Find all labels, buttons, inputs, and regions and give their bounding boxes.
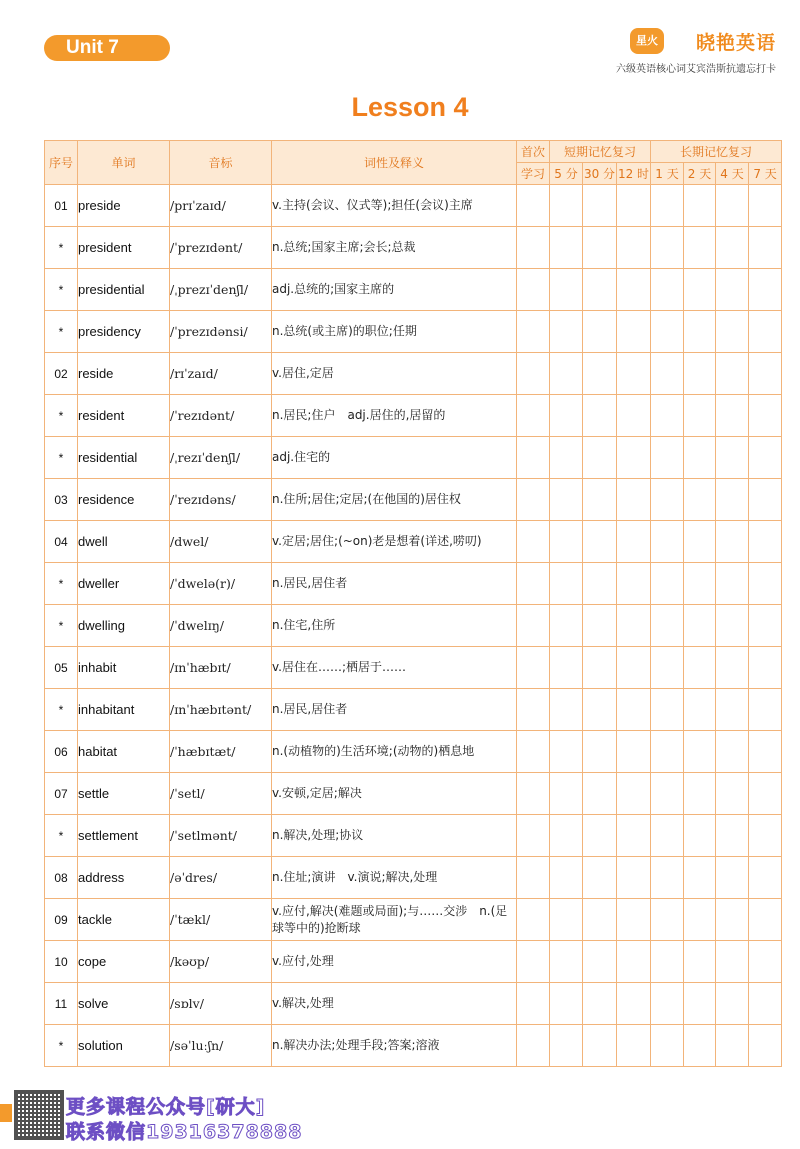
review-checkbox-cell[interactable] bbox=[684, 983, 716, 1025]
row-phonetic: /ˌprezɪˈdenʃl/ bbox=[170, 269, 272, 311]
review-checkbox-cell[interactable] bbox=[517, 899, 550, 941]
review-checkbox-cell[interactable] bbox=[517, 521, 550, 563]
table-row bbox=[45, 857, 782, 899]
review-checkbox-cell[interactable] bbox=[684, 353, 716, 395]
review-checkbox-cell[interactable] bbox=[550, 395, 583, 437]
row-word: inhabitant bbox=[78, 689, 170, 731]
row-word: tackle bbox=[78, 899, 170, 941]
review-checkbox-cell[interactable] bbox=[517, 983, 550, 1025]
row-number: 05 bbox=[45, 647, 78, 689]
table-row bbox=[45, 521, 782, 563]
review-checkbox-cell[interactable] bbox=[517, 731, 550, 773]
review-checkbox-cell[interactable] bbox=[716, 269, 749, 311]
review-checkbox-cell[interactable] bbox=[684, 689, 716, 731]
row-definition: v.应付,解决(难题或局面);与……交涉 n.(足球等中的)抢断球 bbox=[272, 899, 517, 941]
review-checkbox-cell[interactable] bbox=[716, 1025, 749, 1067]
header-word: 单词 bbox=[78, 141, 170, 185]
review-checkbox-cell[interactable] bbox=[583, 185, 617, 227]
review-checkbox-cell[interactable] bbox=[749, 521, 782, 563]
review-checkbox-cell[interactable] bbox=[583, 521, 617, 563]
brand-name: 晓艳英语 bbox=[695, 32, 776, 54]
review-checkbox-cell[interactable] bbox=[716, 311, 749, 353]
review-checkbox-cell[interactable] bbox=[651, 941, 684, 983]
header-interval: 1 天 bbox=[651, 163, 684, 185]
header-interval: 12 时 bbox=[617, 163, 651, 185]
review-checkbox-cell[interactable] bbox=[550, 185, 583, 227]
row-word: presidency bbox=[78, 311, 170, 353]
header-long-term: 长期记忆复习 bbox=[651, 141, 782, 163]
review-checkbox-cell[interactable] bbox=[517, 311, 550, 353]
review-checkbox-cell[interactable] bbox=[583, 605, 617, 647]
review-checkbox-cell[interactable] bbox=[749, 311, 782, 353]
review-checkbox-cell[interactable] bbox=[749, 1025, 782, 1067]
review-checkbox-cell[interactable] bbox=[749, 899, 782, 941]
review-checkbox-cell[interactable] bbox=[716, 647, 749, 689]
row-definition: v.安顿,定居;解决 bbox=[272, 773, 517, 815]
review-checkbox-cell[interactable] bbox=[684, 941, 716, 983]
table-row bbox=[45, 983, 782, 1025]
review-checkbox-cell[interactable] bbox=[684, 899, 716, 941]
review-checkbox-cell[interactable] bbox=[749, 983, 782, 1025]
row-number: * bbox=[45, 227, 78, 269]
review-checkbox-cell[interactable] bbox=[617, 983, 651, 1025]
row-number: 02 bbox=[45, 353, 78, 395]
review-checkbox-cell[interactable] bbox=[517, 227, 550, 269]
row-word: solution bbox=[78, 1025, 170, 1067]
row-word: president bbox=[78, 227, 170, 269]
review-checkbox-cell[interactable] bbox=[583, 689, 617, 731]
review-checkbox-cell[interactable] bbox=[684, 605, 716, 647]
table-row bbox=[45, 899, 782, 941]
row-word: preside bbox=[78, 185, 170, 227]
table-row bbox=[45, 731, 782, 773]
review-checkbox-cell[interactable] bbox=[517, 689, 550, 731]
row-definition: n.总统;国家主席;会长;总裁 bbox=[272, 227, 517, 269]
table-row bbox=[45, 479, 782, 521]
review-checkbox-cell[interactable] bbox=[617, 815, 651, 857]
row-number: * bbox=[45, 437, 78, 479]
review-checkbox-cell[interactable] bbox=[749, 815, 782, 857]
row-number: * bbox=[45, 689, 78, 731]
review-checkbox-cell[interactable] bbox=[716, 521, 749, 563]
review-checkbox-cell[interactable] bbox=[617, 563, 651, 605]
row-definition: adj.住宅的 bbox=[272, 437, 517, 479]
review-checkbox-cell[interactable] bbox=[684, 311, 716, 353]
review-checkbox-cell[interactable] bbox=[617, 857, 651, 899]
review-checkbox-cell[interactable] bbox=[716, 899, 749, 941]
review-checkbox-cell[interactable] bbox=[716, 605, 749, 647]
review-checkbox-cell[interactable] bbox=[684, 857, 716, 899]
row-definition: n.住宅,住所 bbox=[272, 605, 517, 647]
review-checkbox-cell[interactable] bbox=[583, 227, 617, 269]
review-checkbox-cell[interactable] bbox=[583, 941, 617, 983]
row-word: presidential bbox=[78, 269, 170, 311]
row-word: dwell bbox=[78, 521, 170, 563]
review-checkbox-cell[interactable] bbox=[550, 941, 583, 983]
review-checkbox-cell[interactable] bbox=[583, 269, 617, 311]
review-checkbox-cell[interactable] bbox=[583, 311, 617, 353]
review-checkbox-cell[interactable] bbox=[617, 647, 651, 689]
row-word: dwelling bbox=[78, 605, 170, 647]
review-checkbox-cell[interactable] bbox=[651, 185, 684, 227]
row-definition: v.定居;居住;(~on)老是想着(详述,唠叨) bbox=[272, 521, 517, 563]
table-row bbox=[45, 227, 782, 269]
row-number: 07 bbox=[45, 773, 78, 815]
row-phonetic: /ɪnˈhæbɪtənt/ bbox=[170, 689, 272, 731]
review-checkbox-cell[interactable] bbox=[517, 605, 550, 647]
row-phonetic: /ˈsetlmənt/ bbox=[170, 815, 272, 857]
review-checkbox-cell[interactable] bbox=[749, 563, 782, 605]
review-checkbox-cell[interactable] bbox=[716, 227, 749, 269]
table-row bbox=[45, 353, 782, 395]
row-word: residence bbox=[78, 479, 170, 521]
row-definition: v.居住,定居 bbox=[272, 353, 517, 395]
review-checkbox-cell[interactable] bbox=[651, 773, 684, 815]
row-definition: n.解决,处理;协议 bbox=[272, 815, 517, 857]
row-phonetic: /ˈhæbɪtæt/ bbox=[170, 731, 272, 773]
review-checkbox-cell[interactable] bbox=[617, 521, 651, 563]
row-number: 10 bbox=[45, 941, 78, 983]
review-checkbox-cell[interactable] bbox=[583, 815, 617, 857]
row-definition: n.总统(或主席)的职位;任期 bbox=[272, 311, 517, 353]
header-interval: 7 天 bbox=[749, 163, 782, 185]
review-checkbox-cell[interactable] bbox=[617, 605, 651, 647]
review-checkbox-cell[interactable] bbox=[617, 185, 651, 227]
row-phonetic: /kəʊp/ bbox=[170, 941, 272, 983]
review-checkbox-cell[interactable] bbox=[550, 689, 583, 731]
review-checkbox-cell[interactable] bbox=[550, 563, 583, 605]
review-checkbox-cell[interactable] bbox=[550, 479, 583, 521]
review-checkbox-cell[interactable] bbox=[684, 563, 716, 605]
review-checkbox-cell[interactable] bbox=[749, 437, 782, 479]
review-checkbox-cell[interactable] bbox=[517, 773, 550, 815]
review-checkbox-cell[interactable] bbox=[517, 353, 550, 395]
review-checkbox-cell[interactable] bbox=[716, 479, 749, 521]
row-phonetic: /rɪˈzaɪd/ bbox=[170, 353, 272, 395]
footer-promo-line2: 联系微信19316378888 bbox=[66, 1121, 303, 1143]
review-checkbox-cell[interactable] bbox=[550, 647, 583, 689]
row-phonetic: /səˈluːʃn/ bbox=[170, 1025, 272, 1067]
review-checkbox-cell[interactable] bbox=[651, 563, 684, 605]
review-checkbox-cell[interactable] bbox=[550, 731, 583, 773]
review-checkbox-cell[interactable] bbox=[651, 983, 684, 1025]
table-row bbox=[45, 941, 782, 983]
row-phonetic: /ˈtækl/ bbox=[170, 899, 272, 941]
row-phonetic: /əˈdres/ bbox=[170, 857, 272, 899]
review-checkbox-cell[interactable] bbox=[517, 185, 550, 227]
row-phonetic: /ˈdwelə(r)/ bbox=[170, 563, 272, 605]
review-checkbox-cell[interactable] bbox=[550, 605, 583, 647]
header-index: 序号 bbox=[45, 141, 78, 185]
review-checkbox-cell[interactable] bbox=[617, 479, 651, 521]
review-checkbox-cell[interactable] bbox=[749, 773, 782, 815]
review-checkbox-cell[interactable] bbox=[651, 1025, 684, 1067]
review-checkbox-cell[interactable] bbox=[651, 689, 684, 731]
header-first-study-2: 学习 bbox=[517, 163, 550, 185]
table-row bbox=[45, 437, 782, 479]
review-checkbox-cell[interactable] bbox=[684, 437, 716, 479]
review-checkbox-cell[interactable] bbox=[651, 857, 684, 899]
row-word: reside bbox=[78, 353, 170, 395]
review-checkbox-cell[interactable] bbox=[651, 605, 684, 647]
row-definition: n.居民;住户 adj.居住的,居留的 bbox=[272, 395, 517, 437]
review-checkbox-cell[interactable] bbox=[583, 395, 617, 437]
header-interval: 30 分 bbox=[583, 163, 617, 185]
review-checkbox-cell[interactable] bbox=[684, 185, 716, 227]
review-checkbox-cell[interactable] bbox=[550, 227, 583, 269]
review-checkbox-cell[interactable] bbox=[550, 899, 583, 941]
review-checkbox-cell[interactable] bbox=[517, 395, 550, 437]
review-checkbox-cell[interactable] bbox=[517, 857, 550, 899]
review-checkbox-cell[interactable] bbox=[716, 857, 749, 899]
review-checkbox-cell[interactable] bbox=[651, 899, 684, 941]
row-phonetic: /ˈprezɪdənt/ bbox=[170, 227, 272, 269]
row-number: 03 bbox=[45, 479, 78, 521]
header-interval: 2 天 bbox=[684, 163, 716, 185]
row-word: resident bbox=[78, 395, 170, 437]
row-phonetic: /sɒlv/ bbox=[170, 983, 272, 1025]
row-phonetic: /ɪnˈhæbɪt/ bbox=[170, 647, 272, 689]
review-checkbox-cell[interactable] bbox=[517, 647, 550, 689]
table-row bbox=[45, 269, 782, 311]
review-checkbox-cell[interactable] bbox=[617, 269, 651, 311]
row-word: address bbox=[78, 857, 170, 899]
review-checkbox-cell[interactable] bbox=[716, 731, 749, 773]
table-row bbox=[45, 185, 782, 227]
page-edge-mark bbox=[0, 1104, 12, 1122]
row-phonetic: /ˈrezɪdəns/ bbox=[170, 479, 272, 521]
header-first-study: 首次 bbox=[517, 141, 550, 163]
review-checkbox-cell[interactable] bbox=[684, 773, 716, 815]
review-checkbox-cell[interactable] bbox=[749, 605, 782, 647]
row-phonetic: /ˈprezɪdənsi/ bbox=[170, 311, 272, 353]
review-checkbox-cell[interactable] bbox=[651, 647, 684, 689]
review-checkbox-cell[interactable] bbox=[684, 479, 716, 521]
row-number: * bbox=[45, 815, 78, 857]
row-word: solve bbox=[78, 983, 170, 1025]
brand-logo-icon: 星火 bbox=[630, 28, 664, 54]
review-checkbox-cell[interactable] bbox=[749, 941, 782, 983]
review-checkbox-cell[interactable] bbox=[749, 857, 782, 899]
review-checkbox-cell[interactable] bbox=[517, 941, 550, 983]
review-checkbox-cell[interactable] bbox=[517, 1025, 550, 1067]
review-checkbox-cell[interactable] bbox=[749, 269, 782, 311]
table-row bbox=[45, 1025, 782, 1067]
row-definition: n.(动植物的)生活环境;(动物的)栖息地 bbox=[272, 731, 517, 773]
review-checkbox-cell[interactable] bbox=[617, 731, 651, 773]
review-checkbox-cell[interactable] bbox=[583, 731, 617, 773]
review-checkbox-cell[interactable] bbox=[684, 1025, 716, 1067]
row-word: habitat bbox=[78, 731, 170, 773]
review-checkbox-cell[interactable] bbox=[651, 521, 684, 563]
row-number: * bbox=[45, 563, 78, 605]
review-checkbox-cell[interactable] bbox=[684, 395, 716, 437]
review-checkbox-cell[interactable] bbox=[617, 941, 651, 983]
review-checkbox-cell[interactable] bbox=[583, 647, 617, 689]
review-checkbox-cell[interactable] bbox=[583, 857, 617, 899]
review-checkbox-cell[interactable] bbox=[517, 437, 550, 479]
review-checkbox-cell[interactable] bbox=[749, 185, 782, 227]
header-phonetic: 音标 bbox=[170, 141, 272, 185]
footer-promo-line1: 更多课程公众号[研大] bbox=[66, 1096, 266, 1118]
row-phonetic: /ˈrezɪdənt/ bbox=[170, 395, 272, 437]
table-row bbox=[45, 395, 782, 437]
review-checkbox-cell[interactable] bbox=[716, 353, 749, 395]
row-number: 06 bbox=[45, 731, 78, 773]
table-row bbox=[45, 563, 782, 605]
review-checkbox-cell[interactable] bbox=[583, 983, 617, 1025]
review-checkbox-cell[interactable] bbox=[716, 185, 749, 227]
review-checkbox-cell[interactable] bbox=[716, 941, 749, 983]
review-checkbox-cell[interactable] bbox=[617, 773, 651, 815]
review-checkbox-cell[interactable] bbox=[550, 269, 583, 311]
review-checkbox-cell[interactable] bbox=[517, 815, 550, 857]
review-checkbox-cell[interactable] bbox=[749, 227, 782, 269]
review-checkbox-cell[interactable] bbox=[651, 395, 684, 437]
review-checkbox-cell[interactable] bbox=[749, 647, 782, 689]
review-checkbox-cell[interactable] bbox=[617, 395, 651, 437]
row-word: cope bbox=[78, 941, 170, 983]
row-definition: n.住所;居住;定居;(在他国的)居住权 bbox=[272, 479, 517, 521]
review-checkbox-cell[interactable] bbox=[651, 731, 684, 773]
review-checkbox-cell[interactable] bbox=[583, 479, 617, 521]
row-word: settle bbox=[78, 773, 170, 815]
review-checkbox-cell[interactable] bbox=[651, 437, 684, 479]
row-definition: v.应付,处理 bbox=[272, 941, 517, 983]
review-checkbox-cell[interactable] bbox=[716, 395, 749, 437]
row-number: 11 bbox=[45, 983, 78, 1025]
row-word: dweller bbox=[78, 563, 170, 605]
lesson-title: Lesson 4 bbox=[351, 92, 469, 122]
review-checkbox-cell[interactable] bbox=[617, 437, 651, 479]
row-word: inhabit bbox=[78, 647, 170, 689]
row-number: * bbox=[45, 269, 78, 311]
row-phonetic: /ˈdwelɪŋ/ bbox=[170, 605, 272, 647]
review-checkbox-cell[interactable] bbox=[517, 563, 550, 605]
review-checkbox-cell[interactable] bbox=[583, 1025, 617, 1067]
review-checkbox-cell[interactable] bbox=[716, 563, 749, 605]
review-checkbox-cell[interactable] bbox=[550, 773, 583, 815]
review-checkbox-cell[interactable] bbox=[716, 437, 749, 479]
row-number: * bbox=[45, 311, 78, 353]
row-number: 01 bbox=[45, 185, 78, 227]
review-checkbox-cell[interactable] bbox=[550, 983, 583, 1025]
brand bbox=[576, 26, 776, 76]
header-definition: 词性及释义 bbox=[272, 141, 517, 185]
row-definition: n.居民,居住者 bbox=[272, 563, 517, 605]
review-checkbox-cell[interactable] bbox=[651, 353, 684, 395]
review-checkbox-cell[interactable] bbox=[617, 899, 651, 941]
review-checkbox-cell[interactable] bbox=[684, 227, 716, 269]
brand-subtitle: 六级英语核心词艾宾浩斯抗遗忘打卡 bbox=[616, 64, 776, 75]
review-checkbox-cell[interactable] bbox=[716, 689, 749, 731]
review-checkbox-cell[interactable] bbox=[651, 227, 684, 269]
qr-code-icon bbox=[14, 1090, 64, 1140]
review-checkbox-cell[interactable] bbox=[651, 815, 684, 857]
review-checkbox-cell[interactable] bbox=[749, 731, 782, 773]
review-checkbox-cell[interactable] bbox=[583, 437, 617, 479]
row-number: * bbox=[45, 1025, 78, 1067]
table-row bbox=[45, 815, 782, 857]
review-checkbox-cell[interactable] bbox=[684, 731, 716, 773]
table-row bbox=[45, 773, 782, 815]
review-checkbox-cell[interactable] bbox=[617, 1025, 651, 1067]
review-checkbox-cell[interactable] bbox=[550, 437, 583, 479]
row-definition: n.解决办法;处理手段;答案;溶液 bbox=[272, 1025, 517, 1067]
review-checkbox-cell[interactable] bbox=[716, 773, 749, 815]
review-checkbox-cell[interactable] bbox=[550, 353, 583, 395]
row-phonetic: /prɪˈzaɪd/ bbox=[170, 185, 272, 227]
review-checkbox-cell[interactable] bbox=[583, 899, 617, 941]
row-phonetic: /ˈsetl/ bbox=[170, 773, 272, 815]
review-checkbox-cell[interactable] bbox=[617, 311, 651, 353]
review-checkbox-cell[interactable] bbox=[583, 563, 617, 605]
review-checkbox-cell[interactable] bbox=[716, 983, 749, 1025]
row-definition: n.住址;演讲 v.演说;解决,处理 bbox=[272, 857, 517, 899]
table-row bbox=[45, 689, 782, 731]
row-number: 08 bbox=[45, 857, 78, 899]
row-definition: n.居民,居住者 bbox=[272, 689, 517, 731]
review-checkbox-cell[interactable] bbox=[617, 689, 651, 731]
review-checkbox-cell[interactable] bbox=[651, 311, 684, 353]
review-checkbox-cell[interactable] bbox=[550, 815, 583, 857]
review-checkbox-cell[interactable] bbox=[550, 1025, 583, 1067]
review-checkbox-cell[interactable] bbox=[684, 815, 716, 857]
row-phonetic: /dwel/ bbox=[170, 521, 272, 563]
review-checkbox-cell[interactable] bbox=[749, 479, 782, 521]
row-number: 09 bbox=[45, 899, 78, 941]
row-definition: v.主持(会议、仪式等);担任(会议)主席 bbox=[272, 185, 517, 227]
review-checkbox-cell[interactable] bbox=[684, 269, 716, 311]
row-number: * bbox=[45, 605, 78, 647]
review-checkbox-cell[interactable] bbox=[749, 353, 782, 395]
review-checkbox-cell[interactable] bbox=[517, 479, 550, 521]
review-checkbox-cell[interactable] bbox=[716, 815, 749, 857]
review-checkbox-cell[interactable] bbox=[517, 269, 550, 311]
review-checkbox-cell[interactable] bbox=[583, 353, 617, 395]
review-checkbox-cell[interactable] bbox=[550, 311, 583, 353]
table-row bbox=[45, 311, 782, 353]
table-row bbox=[45, 647, 782, 689]
review-checkbox-cell[interactable] bbox=[550, 857, 583, 899]
review-checkbox-cell[interactable] bbox=[617, 227, 651, 269]
review-checkbox-cell[interactable] bbox=[749, 395, 782, 437]
row-phonetic: /ˌrezɪˈdenʃl/ bbox=[170, 437, 272, 479]
row-number: * bbox=[45, 395, 78, 437]
review-checkbox-cell[interactable] bbox=[550, 521, 583, 563]
review-checkbox-cell[interactable] bbox=[651, 269, 684, 311]
row-word: settlement bbox=[78, 815, 170, 857]
review-checkbox-cell[interactable] bbox=[749, 689, 782, 731]
review-checkbox-cell[interactable] bbox=[684, 521, 716, 563]
row-definition: v.居住在……;栖居于…… bbox=[272, 647, 517, 689]
review-checkbox-cell[interactable] bbox=[651, 479, 684, 521]
review-checkbox-cell[interactable] bbox=[583, 773, 617, 815]
review-checkbox-cell[interactable] bbox=[617, 353, 651, 395]
row-number: 04 bbox=[45, 521, 78, 563]
header-short-term: 短期记忆复习 bbox=[550, 141, 651, 163]
row-word: residential bbox=[78, 437, 170, 479]
table-row bbox=[45, 605, 782, 647]
vocabulary-table bbox=[44, 140, 782, 1067]
unit-badge: Unit 7 bbox=[44, 35, 170, 61]
row-definition: adj.总统的;国家主席的 bbox=[272, 269, 517, 311]
row-definition: v.解决,处理 bbox=[272, 983, 517, 1025]
header-interval: 5 分 bbox=[550, 163, 583, 185]
review-checkbox-cell[interactable] bbox=[684, 647, 716, 689]
header-interval: 4 天 bbox=[716, 163, 749, 185]
